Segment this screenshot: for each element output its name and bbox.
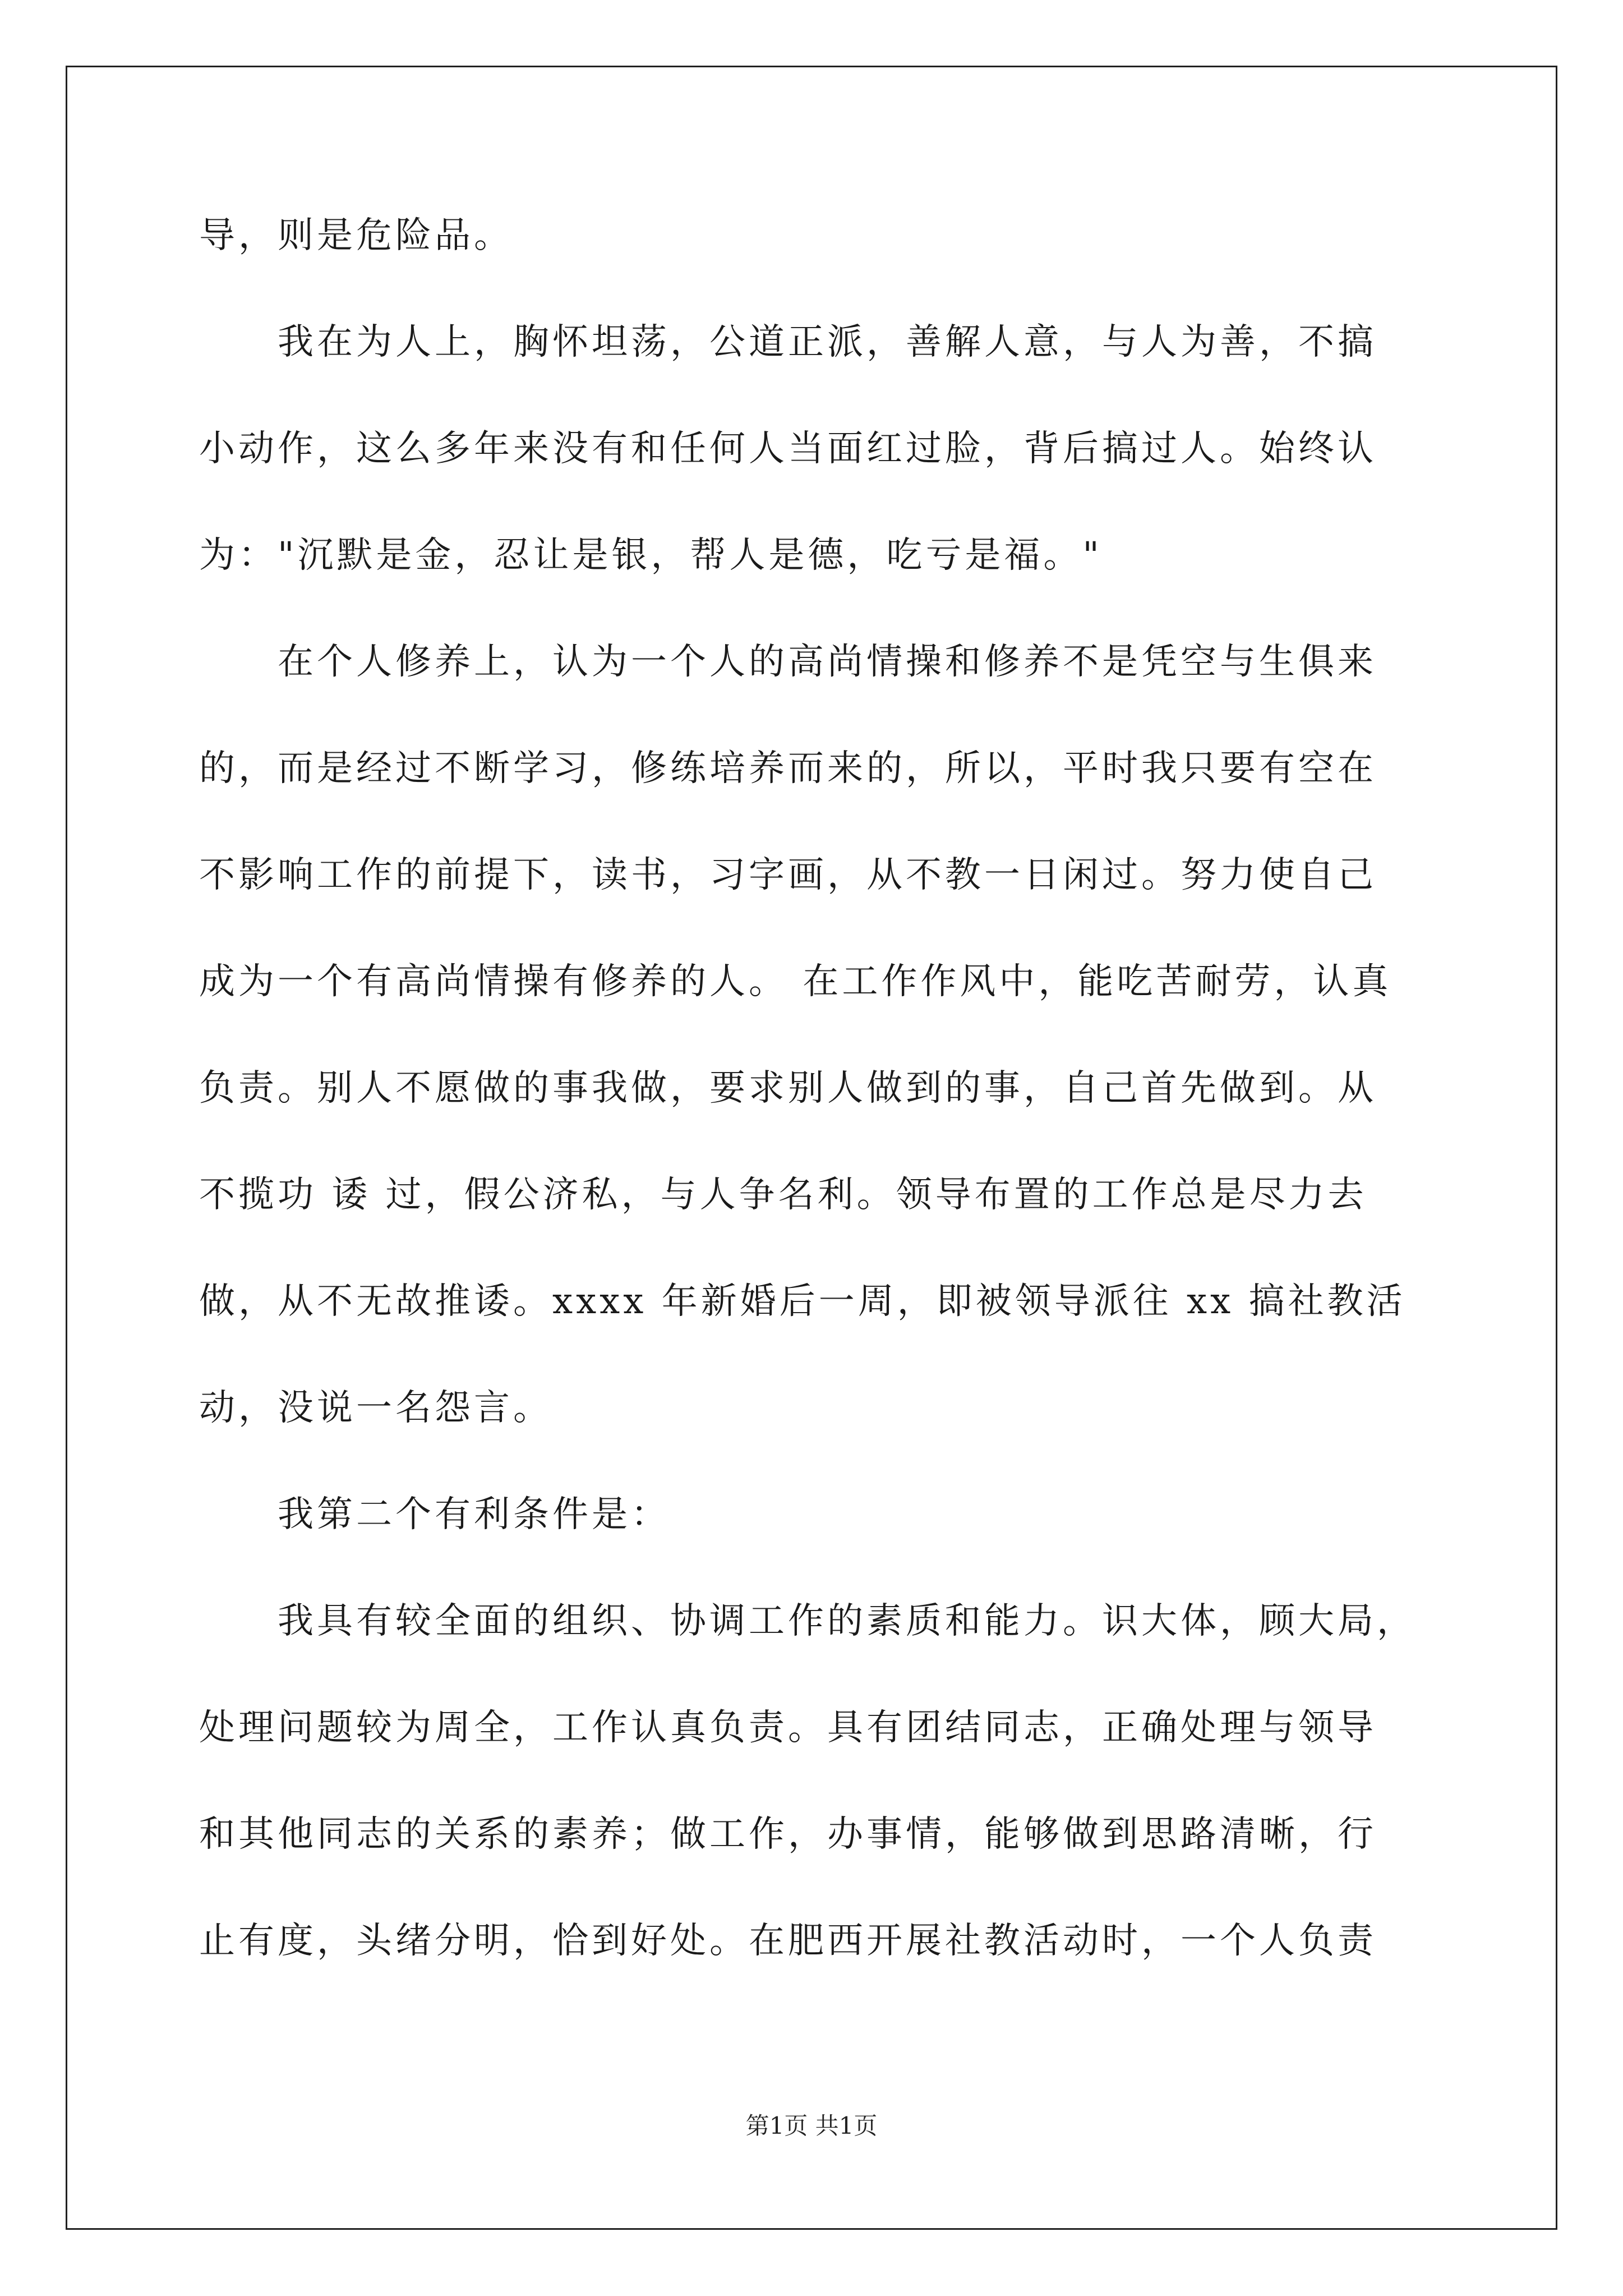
text-line: 止有度，头绪分明，恰到好处。在肥西开展社教活动时，一个人负责	[199, 1920, 1377, 1962]
text-line: 我具有较全面的组织、协调工作的素质和能力。识大体，顾大局，	[199, 1600, 1416, 1642]
text-line: 负责。别人不愿做的事我做，要求别人做到的事，自己首先做到。从	[199, 1068, 1377, 1109]
text-line: 小动作，这么多年来没有和任何人当面红过脸，背后搞过人。始终认	[199, 428, 1377, 470]
text-line: 为："沉默是金，忍让是银，帮人是德，吃亏是福。"	[199, 535, 1103, 576]
page-footer: 第1页 共1页	[745, 2112, 878, 2139]
text-line: 在个人修养上，认为一个人的高尚情操和修养不是凭空与生俱来	[199, 641, 1377, 683]
text-line: 不影响工作的前提下，读书，习字画，从不教一日闲过。努力使自己	[199, 854, 1377, 896]
text-line: 导，则是危险品。	[199, 215, 513, 256]
text-line: 我在为人上，胸怀坦荡，公道正派，善解人意，与人为善，不搞	[199, 321, 1377, 363]
text-line: 我第二个有利条件是：	[199, 1494, 670, 1535]
text-line: 成为一个有高尚情操有修养的人。 在工作作风中，能吃苦耐劳，认真	[199, 961, 1392, 1002]
text-line: 做，从不无故推诿。xxxx 年新婚后一周，即被领导派往 xx 搞社教活	[199, 1281, 1406, 1322]
text-line: 和其他同志的关系的素养；做工作，办事情，能够做到思路清晰，行	[199, 1814, 1377, 1855]
text-line: 动，没说一名怨言。	[199, 1387, 552, 1429]
page-border	[66, 66, 1557, 2230]
text-line: 不揽功 诿 过，假公济私，与人争名利。领导布置的工作总是尽力去	[199, 1174, 1367, 1216]
text-line: 处理问题较为周全，工作认真负责。具有团结同志，正确处理与领导	[199, 1707, 1377, 1749]
text-line: 的，而是经过不断学习，修练培养而来的，所以，平时我只要有空在	[199, 748, 1377, 789]
